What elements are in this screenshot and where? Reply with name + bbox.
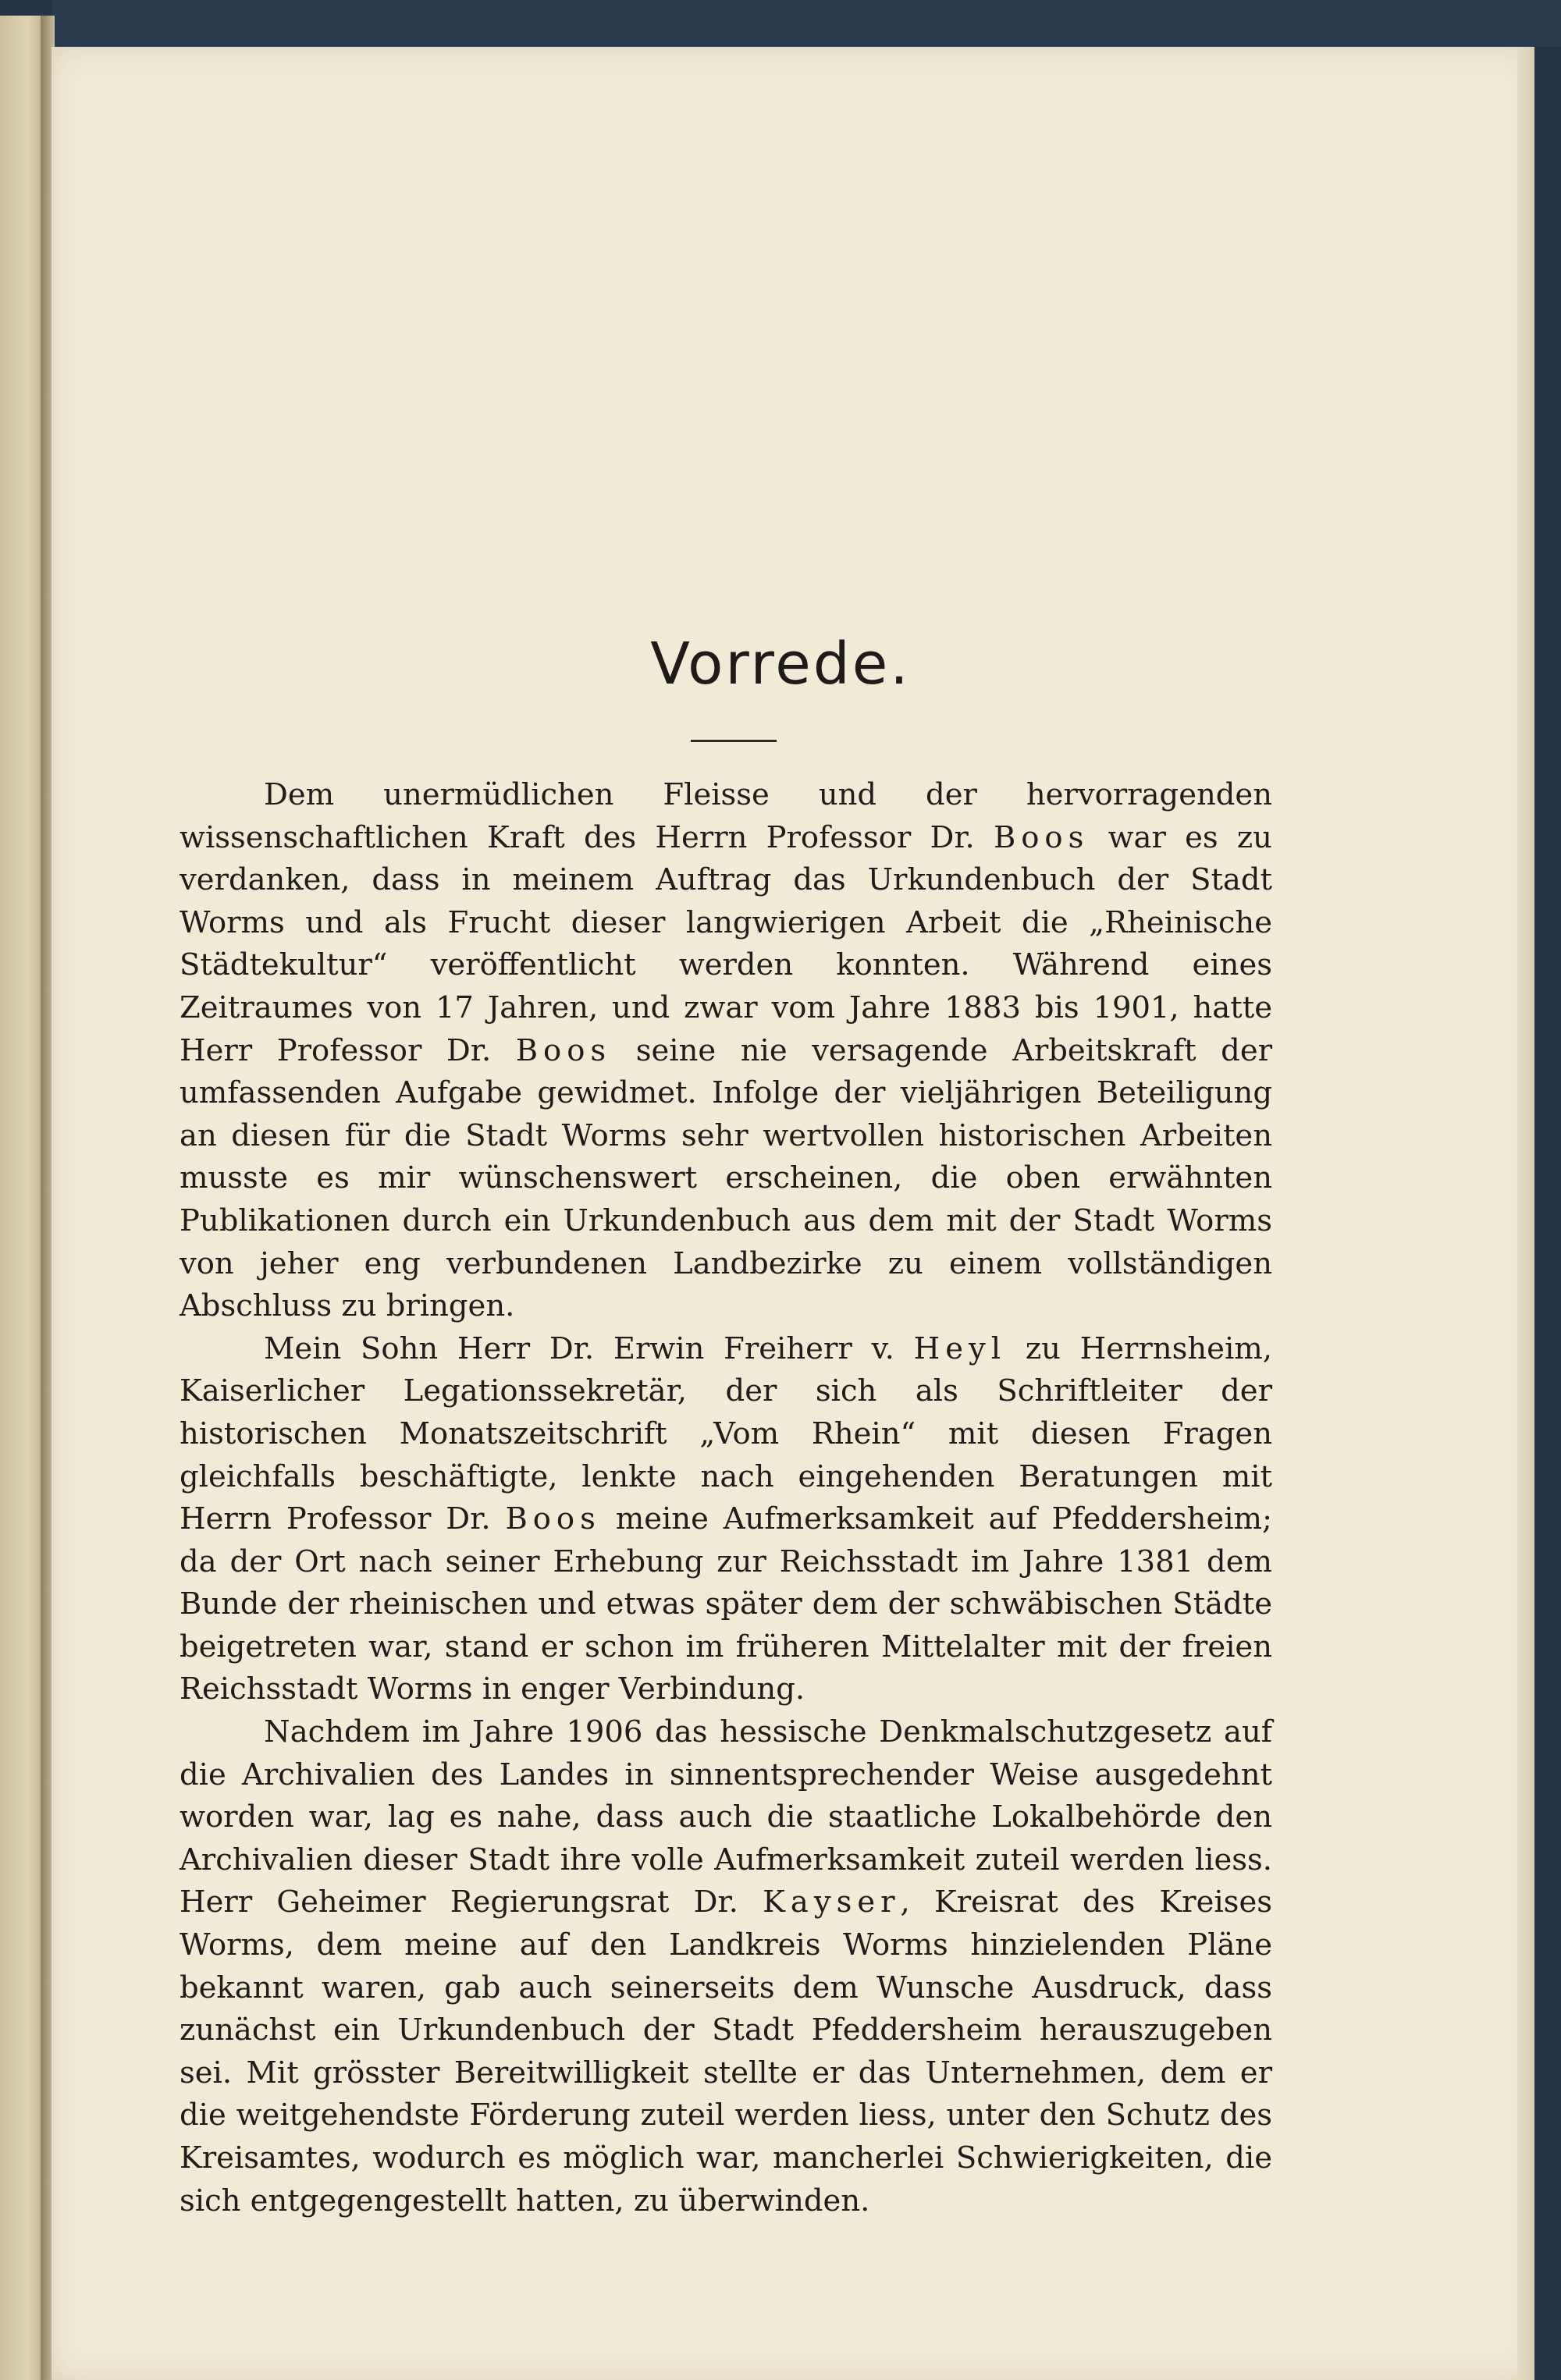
- spaced-name-boos: Boos: [515, 1032, 612, 1068]
- preface-body: [180, 774, 1272, 2222]
- scan-background-strip: [52, 0, 1561, 47]
- spaced-name-boos: Boos: [505, 1501, 601, 1537]
- text-run: meine Aufmerksamkeit auf Pfeddersheim; da der Ort nach seiner Erhebung zur Reichsstadt im Jahre 1381 dem Bunde der rheinischen und etwas später dem der schwäbischen Städte beigetreten war, stand er schon im früheren Mittelalter mit der freien Reichsstadt Worms in enger Verbindung.: [180, 1501, 1273, 1707]
- spaced-name-boos: Boos: [993, 819, 1090, 855]
- text-run: Dem unermüdlichen Fleisse und der hervorragenden wissenschaftlichen Kraft des Herrn Professor Dr.: [180, 777, 1272, 855]
- paragraph-3: [180, 1711, 1272, 2222]
- paragraph-1: [180, 774, 1272, 1328]
- spaced-name-heyl: Heyl: [913, 1330, 1007, 1366]
- title-divider: [691, 740, 777, 742]
- text-run: Nachdem im Jahre 1906 das hessische Denkmalschutzgesetz auf die Archivalien des Landes in sinnentsprechender Weise ausgedehnt worden war, lag es nahe, dass auch die staatliche Lokalbehörde den Archivalien dieser Stadt ihre volle Aufmerksamkeit zuteil werden liess. Herr Geheimer Regierungsrat Dr.: [180, 1714, 1272, 1920]
- paragraph-2: [180, 1328, 1272, 1711]
- page-title: Vorrede.: [650, 631, 911, 698]
- text-run: war es zu verdanken, dass in meinem Auftrag das Urkundenbuch der Stadt Worms und als Frucht dieser langwierigen Arbeit die „Rheinische Städtekultur“ veröffentlicht werden konnten. Während eines Zeitraumes von 17 Jahren, und zwar vom Jahre 1883 bis 1901, hatte Herr Professor Dr.: [180, 819, 1272, 1068]
- text-run: seine nie versagende Arbeitskraft der umfassenden Aufgabe gewidmet. Infolge der vieljährigen Beteiligung an diesen für die Stadt Worms sehr wertvollen historischen Arbeiten musste es mir wünschenswert erscheinen, die oben erwähnten Publikationen durch ein Urkundenbuch aus dem mit der Stadt Worms von jeher eng verbundenen Landbezirke zu einem vollständigen Abschluss zu bringen.: [180, 1032, 1273, 1324]
- text-run: , Kreisrat des Kreises Worms, dem meine auf den Landkreis Worms hinzielenden Pläne bekannt waren, gab auch seinerseits dem Wunsche Ausdruck, dass zunächst ein Urkundenbuch der Stadt Pfeddersheim herauszugeben sei. Mit grösster Bereitwilligkeit stellte er das Unternehmen, dem er die weitgehendste Förderung zuteil werden liess, unter den Schutz des Kreisamtes, wodurch es möglich war, mancherlei Schwierigkeiten, die sich entgegengestellt hatten, zu überwinden.: [180, 1884, 1272, 2218]
- text-run: zu Herrnsheim, Kaiserlicher Legationssekretär, der sich als Schriftleiter der historischen Monatszeitschrift „Vom Rhein“ mit diesen Fragen gleichfalls beschäftigte, lenkte nach eingehenden Beratungen mit Herrn Professor Dr.: [180, 1330, 1273, 1537]
- text-run: Mein Sohn Herr Dr. Erwin Freiherr v.: [264, 1330, 914, 1366]
- spaced-name-kayser: Kayser: [763, 1884, 901, 1920]
- previous-page-edge: [0, 16, 47, 2380]
- page-right-edge: [1517, 47, 1534, 2380]
